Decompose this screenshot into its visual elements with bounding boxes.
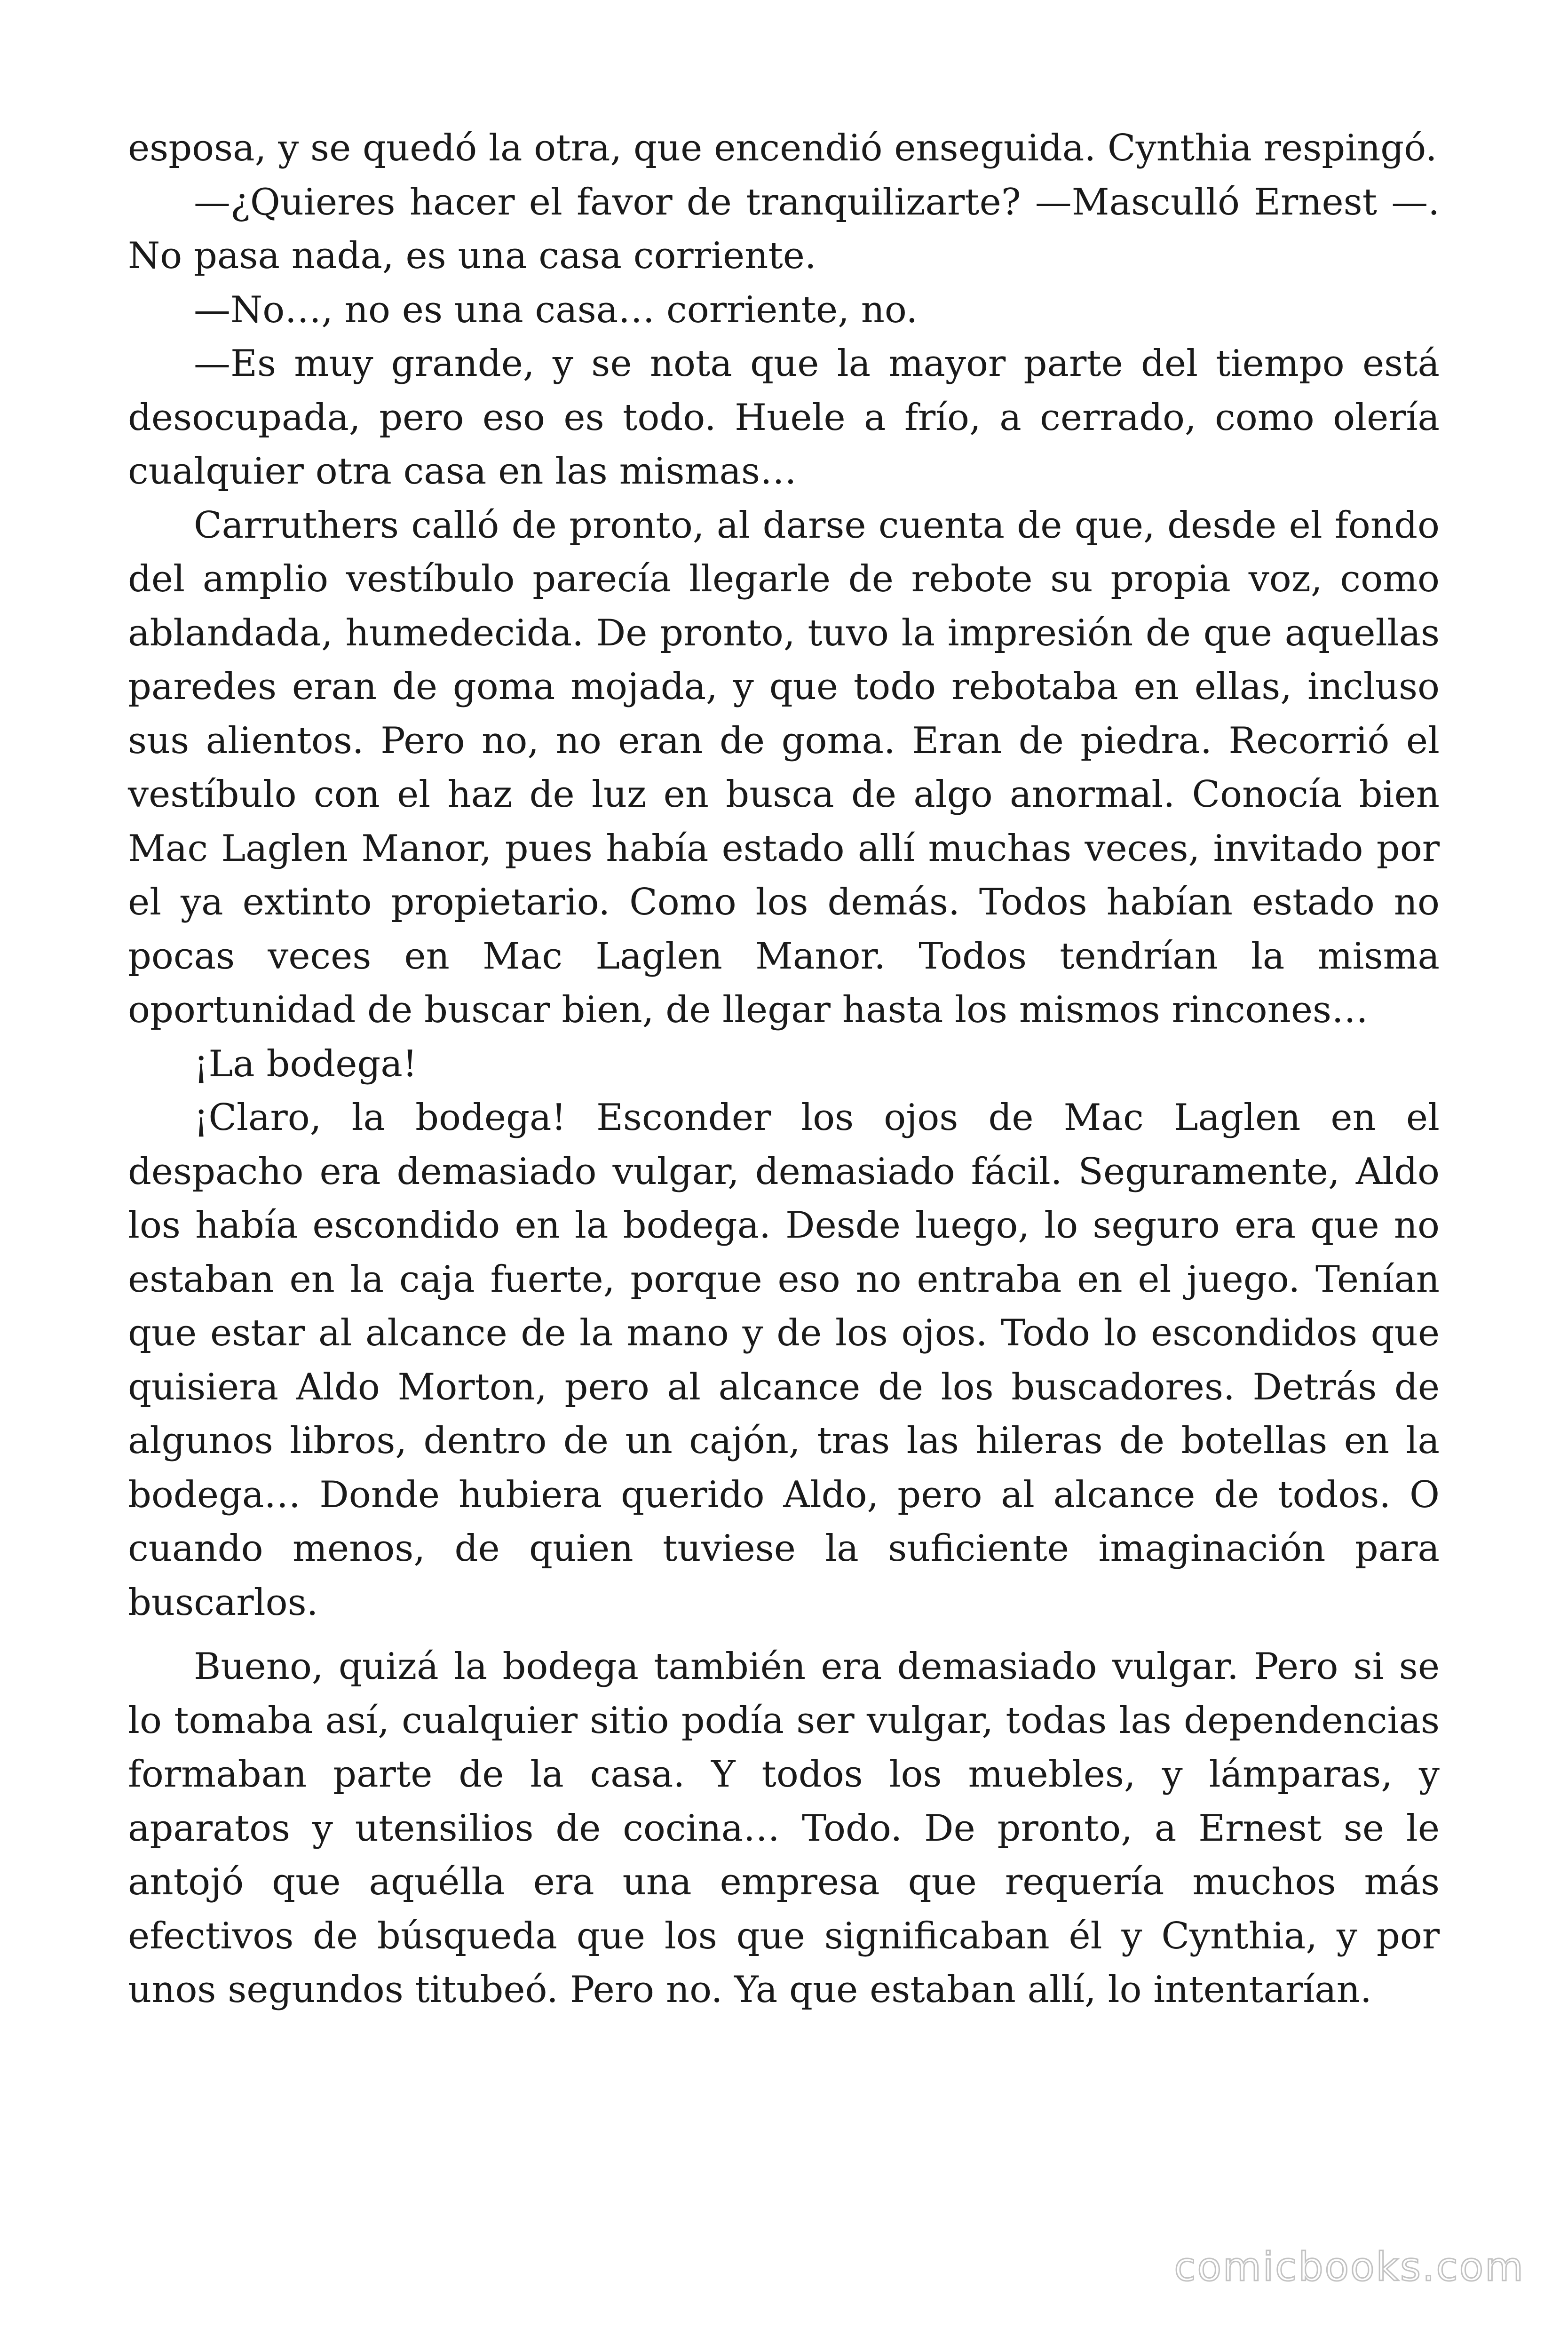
paragraph-2: —¿Quieres hacer el favor de tranquilizarte? —Masculló Ernest —. No pasa nada, es una casa corriente. (128, 181, 1440, 277)
paragraph-5: Carruthers calló de pronto, al darse cuenta de que, desde el fondo del amplio vestíbulo parecía llegarle de rebote su propia voz, como ablandada, humedecida. De pronto, tuvo la impresión de que aquellas paredes eran de goma mojada, y que todo rebotaba en ellas, incluso sus alientos. Pero no, no eran de goma. Eran de piedra. Recorrió el vestíbulo con el haz de luz en busca de algo anormal. Conocía bien Mac Laglen Manor, pues había estado allí muchas veces, invitado por el ya extinto propietario. Como los demás. Todos habían estado no pocas veces en Mac Laglen Manor. Todos tendrían la misma oportunidad de buscar bien, de llegar hasta los mismos rincones… (128, 504, 1440, 1031)
watermark: comicbooks.com (1174, 2244, 1525, 2290)
paragraph-4: —Es muy grande, y se nota que la mayor parte del tiempo está desocupada, pero eso es todo. Huele a frío, a cerrado, como olería cualquier otra casa en las mismas… (128, 342, 1440, 493)
paragraph-3: —No…, no es una casa… corriente, no. (194, 288, 918, 331)
paragraph-7: ¡Claro, la bodega! Esconder los ojos de Mac Laglen en el despacho era demasiado vulgar, demasiado fácil. Seguramente, Aldo los había escondido en la bodega. Desde luego, lo seguro era que no estaban en la caja fuerte, porque eso no entraba en el juego. Tenían que estar al alcance de la mano y de los ojos. Todo lo escondidos que quisiera Aldo Morton, pero al alcance de los buscadores. Detrás de algunos libros, dentro de un cajón, tras las hileras de botellas en la bodega… Donde hubiera querido Aldo, pero al alcance de todos. O cuando menos, de quien tuviese la suficiente imaginación para buscarlos. (128, 1097, 1440, 1624)
paragraph-6: ¡La bodega! (194, 1042, 418, 1085)
page-text-body (128, 121, 1440, 2017)
paragraph-8: Bueno, quizá la bodega también era demasiado vulgar. Pero si se lo tomaba así, cualquier sitio podía ser vulgar, todas las dependencias formaban parte de la casa. Y todos los muebles, y lámparas, y aparatos y utensilios de cocina… Todo. De pronto, a Ernest se le antojó que aquélla era una empresa que requería muchos más efectivos de búsqueda que los que significaban él y Cynthia, y por unos segundos titubeó. Pero no. Ya que estaban allí, lo intentarían. (128, 1645, 1440, 2011)
paragraph-1: esposa, y se quedó la otra, que encendió enseguida. Cynthia respingó. (128, 127, 1437, 169)
